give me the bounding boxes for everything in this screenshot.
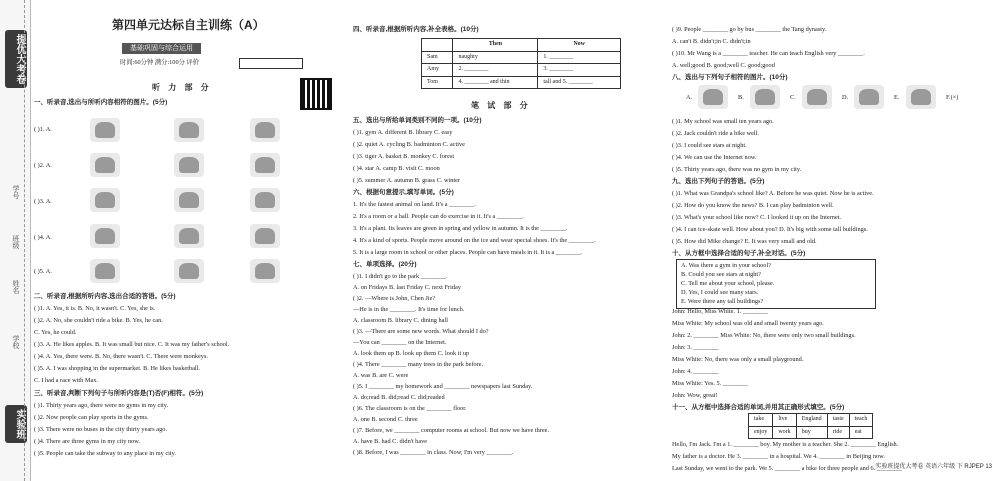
question: 1. It's the fastest animal on land. It's a ________.	[353, 201, 476, 208]
question: ( )5. Thirty years ago, there was no gym in my city.	[672, 166, 802, 173]
picture-icon	[750, 85, 780, 109]
table-cell: 1. ________	[538, 51, 621, 64]
question: ( )4. star A. camp B. visit C. moon	[353, 165, 440, 172]
score-box	[239, 58, 303, 69]
question: ( )3. I could see stars at night.	[672, 142, 747, 149]
question: ( )4. There ________ many trees in the park before.	[353, 361, 484, 368]
dialogue-line: John: Wow, great!	[672, 392, 718, 399]
picture-icon	[174, 224, 204, 248]
picture-icon	[174, 118, 204, 142]
question: ( )10. Mr Wang is a ________ teacher. He can teach English very ________.	[672, 50, 865, 57]
picture-icon	[90, 153, 120, 177]
question: ( )1. A. Yes, it is. B. No, it wasn't. C. Yes, she is.	[34, 305, 156, 312]
spine-label: 姓名	[12, 280, 19, 294]
picture-icon	[698, 85, 728, 109]
question: 4. It's a kind of sports. People move around on the ice and wear special shoes. It's the ________.	[353, 237, 596, 244]
word: live	[773, 414, 796, 427]
passage-line: Hello, I'm Jack. I'm a 1. ________ boy. My mother is a teacher. She 2. ________ English.	[672, 441, 899, 448]
question: A. have B. had C. didn't have	[353, 438, 428, 445]
qr-code-icon	[300, 78, 332, 110]
section-7: 七、单项选择。(20分)	[353, 261, 417, 268]
table-header	[422, 39, 453, 52]
dialogue-line: Miss White: My school was old and small twenty years ago.	[672, 320, 824, 327]
word: work	[773, 426, 796, 439]
section-11: 十一、从方框中选择合适的单词,并用其正确形式填空。(5分)	[672, 404, 845, 411]
question: ( )9. People ________ go by bus ________ the Tang dynasty.	[672, 26, 827, 33]
question: ( )4. A. Yes, there were. B. No, there wasn't. C. There were monkeys.	[34, 353, 208, 360]
table-cell: naughty	[453, 51, 538, 64]
question: ( )1. A.	[34, 126, 52, 133]
question: ( )1. I didn't go to the park ________.	[353, 273, 448, 280]
question: A. look them up B. look up them C. look it up	[353, 350, 470, 357]
word: ride	[827, 426, 849, 439]
question: ( )6. The classroom is on the ________ floor.	[353, 405, 467, 412]
picture-icon	[802, 85, 832, 109]
question: ( )5. A.	[34, 268, 52, 275]
question: ( )4. We can use the Internet now.	[672, 154, 757, 161]
question: ( )3. A.	[34, 198, 52, 205]
subtitle: 基础巩固与综合运用	[122, 43, 201, 54]
question: ( )5. People can take the subway to any place in my city.	[34, 450, 176, 457]
picture-icon	[250, 118, 280, 142]
section-10: 十、从方框中选择合适的句子,补全对话。(5分)	[672, 250, 806, 257]
dialogue-line: Miss White: No, there was only a small playground.	[672, 356, 804, 363]
section-5: 五、选出与所给单词类别不同的一项。(10分)	[353, 117, 482, 124]
picture-icon	[906, 85, 936, 109]
spine-label: 学号	[12, 185, 19, 199]
question: ( )2. A.	[34, 162, 52, 169]
section-8: 八、选出与下列句子相符的图片。(10分)	[672, 74, 788, 81]
picture-icon	[250, 153, 280, 177]
answer-table	[421, 38, 621, 89]
question: 5. It is a large room in school or other places. People can have meals in it. It is a ________.	[353, 249, 583, 256]
page-footer: 实验班提优大考卷 英语六年级 下 RJPEP 13	[875, 464, 992, 470]
question: ( )4. There are three gyms in my city now.	[34, 438, 140, 445]
question: A. can't B. didn't;in C. didn't;in	[672, 38, 751, 45]
section-4: 四、听录音,根据所听内容,补全表格。(10分)	[353, 26, 479, 33]
table-header: Now	[538, 39, 621, 52]
table-cell: 2. ________	[453, 64, 538, 77]
question: ( )2. A. No, she couldn't ride a bike. B. Yes, he can.	[34, 317, 163, 324]
meta-info: 时间:60分钟 满分:100分 评价	[120, 59, 200, 66]
question: ( )2. Jack couldn't ride a bike well.	[672, 130, 759, 137]
word: buy	[796, 426, 827, 439]
picture-icon	[250, 224, 280, 248]
picture-label: A.	[686, 94, 693, 101]
section-2: 二、听录音,根据所听内容,选出合适的答语。(5分)	[34, 293, 176, 300]
table-cell: Sam	[422, 51, 453, 64]
option: B. Could you see stars at night?	[681, 271, 761, 278]
question: 2. It's a room or a hall. People can do exercise in it. It's a ________.	[353, 213, 524, 220]
question: A. one B. second C. three	[353, 416, 418, 423]
table-row	[422, 64, 621, 77]
question: C. Yes, he could.	[34, 329, 77, 336]
question: 3. It's a plant. Its leaves are green in spring and yellow in autumn. It is the ________.	[353, 225, 568, 232]
question: ( )1. What was Grandpa's school like? A. Before he was quiet. Now he is active.	[672, 190, 874, 197]
picture-label: D.	[842, 94, 849, 101]
table-cell: tall and 5. ________	[538, 76, 621, 89]
table-cell: 3. ________	[538, 64, 621, 77]
page-title: 第四单元达标自主训练（A）	[112, 18, 265, 32]
picture-label: C.	[790, 94, 796, 101]
option: D. Yes, I could see many stars.	[681, 289, 759, 296]
section-part: 笔 试 部 分	[471, 101, 531, 110]
question: ( )4. I can ice-skate well. How about you? D. It's big with some tall buildings.	[672, 226, 868, 233]
question: ( )2. Now people can play sports in the gyms.	[34, 414, 149, 421]
picture-icon	[250, 259, 280, 283]
section-6: 六、根据句意提示,填写单词。(5分)	[353, 189, 454, 196]
picture-icon	[90, 259, 120, 283]
table-header: Then	[453, 39, 538, 52]
dialogue-line: John: 4. ________	[672, 368, 719, 375]
question: ( )1. Thirty years ago, there were no gyms in my city.	[34, 402, 169, 409]
question: ( )3. tiger A. basket B. monkey C. forest	[353, 153, 455, 160]
word: England	[796, 414, 827, 427]
brand-tab: 实验班	[5, 405, 27, 443]
column-right	[672, 0, 994, 481]
question: ( )5. summer A. autumn B. grass C. winter	[353, 177, 461, 184]
option: E. Were there any tall buildings?	[681, 298, 764, 305]
spine-label: 学校	[12, 335, 19, 349]
question: A. do;read B. did;read C. did;readed	[353, 394, 445, 401]
question: A. on Fridays B. last Friday C. next Friday	[353, 284, 461, 291]
table-row	[422, 76, 621, 89]
question: —He is in the ________. It's time for lunch.	[353, 306, 465, 313]
question: ( )5. How did Mike change? E. It was very small and old.	[672, 238, 817, 245]
word: eat	[849, 426, 873, 439]
picture-icon	[174, 188, 204, 212]
table-row	[422, 51, 621, 64]
picture-icon	[250, 188, 280, 212]
question: ( )4. A.	[34, 234, 52, 241]
picture-icon	[174, 153, 204, 177]
dialogue-line: John: 3. ________	[672, 344, 719, 351]
picture-icon	[90, 188, 120, 212]
question: A. was B. are C. were	[353, 372, 409, 379]
table-cell: Tom	[422, 76, 453, 89]
picture-label: B.	[738, 94, 744, 101]
question: ( )5. A. I was shopping in the supermarket. B. He likes basketball.	[34, 365, 200, 372]
question: ( )5. I ________ my homework and ________ newspapers last Sunday.	[353, 383, 533, 390]
section-1: 一、听录音,选出与所听内容相符的图片。(5分)	[34, 99, 168, 106]
table-cell: Amy	[422, 64, 453, 77]
passage-line: My father is a doctor. He 3. ________ in a hospital. We 4. ________ in Beijing now.	[672, 453, 885, 460]
binding-spine	[0, 0, 31, 481]
question: —You can ________ on the Internet.	[353, 339, 447, 346]
question: C. I had a race with Max.	[34, 377, 98, 384]
passage-line: Last Sunday, we went to the park. We 5. ________ a bike for three people and 6. ________	[672, 465, 902, 472]
cut-line	[24, 0, 25, 481]
question: A. well;good B. good;well C. good;good	[672, 62, 775, 69]
picture-icon	[90, 224, 120, 248]
section-part: 听 力 部 分	[152, 83, 212, 92]
word: take	[749, 414, 773, 427]
word: teach	[849, 414, 873, 427]
question: ( )2. —Where is John, Chen Jie?	[353, 295, 436, 302]
question: ( )3. A. He likes apples. B. It was small but nice. C. It was my father's school.	[34, 341, 230, 348]
picture-label: E.	[894, 94, 900, 101]
picture-icon	[174, 259, 204, 283]
word: enjoy	[749, 426, 773, 439]
dialogue-line: John: Hello, Miss White. 1. ________	[672, 308, 769, 315]
question: ( )3. There were no buses in the city thirty years ago.	[34, 426, 167, 433]
question: A. classroom B. library C. dining hall	[353, 317, 448, 324]
brand-tab: 提优大考卷	[5, 30, 27, 88]
picture-icon	[854, 85, 884, 109]
word: taste	[827, 414, 849, 427]
word-box	[748, 413, 873, 439]
picture-icon	[90, 118, 120, 142]
question: ( )8. Before, I was ________ in class. Now, I'm very ________.	[353, 449, 514, 456]
picture-label: F.(×)	[946, 94, 959, 101]
question: ( )2. How do you know the news? B. I can play badminton well.	[672, 202, 834, 209]
column-left	[34, 0, 339, 481]
question: ( )7. Before, we ________ computer rooms at school. But now we have three.	[353, 427, 550, 434]
section-9: 九、选出下列句子的答语。(5分)	[672, 178, 765, 185]
column-middle	[353, 0, 663, 481]
question: ( )3. —There are some new words. What should I do?	[353, 328, 489, 335]
question: ( )3. What's your school like now? C. I looked it up on the Internet.	[672, 214, 842, 221]
dialogue-line: John: 2. ________ Miss White: No, there were only two small buildings.	[672, 332, 856, 339]
option-box	[676, 259, 876, 309]
option: C. Tell me about your school, please.	[681, 280, 775, 287]
dialogue-line: Miss White: Yes. 5. ________	[672, 380, 748, 387]
table-cell: 4. ________ and thin	[453, 76, 538, 89]
section-3: 三、听录音,判断下列句子与所听内容是(T)否(F)相符。(5分)	[34, 390, 204, 397]
question: ( )1. gym A. different B. library C. easy	[353, 129, 453, 136]
option: A. Was there a gym in your school?	[681, 262, 771, 269]
question: ( )1. My school was small ten years ago.	[672, 118, 774, 125]
question: ( )2. quiet A. cycling B. badminton C. active	[353, 141, 465, 148]
spine-label: 班级	[12, 235, 19, 249]
